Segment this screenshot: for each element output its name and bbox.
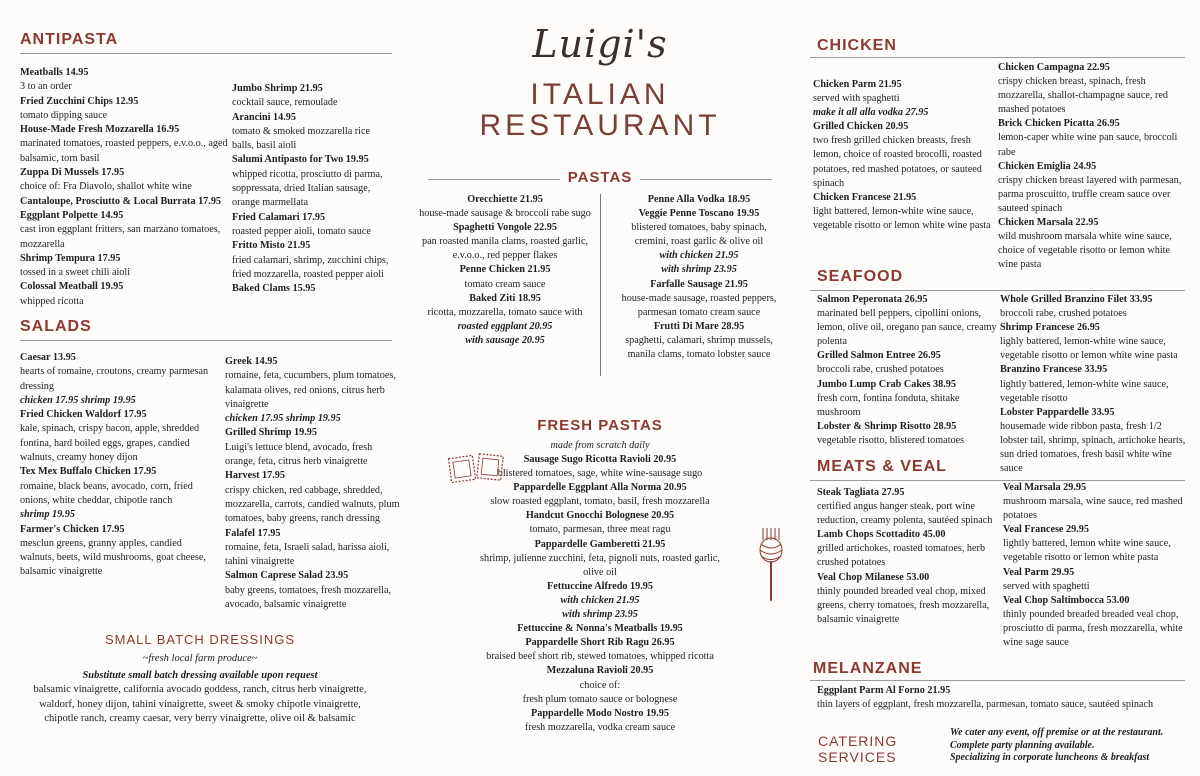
- menu-item: [20, 123, 230, 166]
- menu-item-desc: ricotta, mozzarella, tomato sauce with: [427, 306, 583, 318]
- menu-item-extra: shrimp 19.95: [20, 509, 75, 521]
- menu-item-desc: choice of:: [579, 679, 621, 691]
- menu-item-name: Pappardelle Modo Nostro 19.95: [531, 707, 669, 719]
- menu-item-name: Fettuccine & Nonna's Meatballs 19.95: [517, 623, 683, 635]
- menu-item-desc: wild mushroom marsala white wine sauce, choice of vegetable risotto or lemon white wine pasta: [998, 231, 1172, 271]
- menu-item-desc: whipped ricotta, prosciutto di parma, soppressata, dried Italian sausage, orange marmellata: [232, 168, 383, 209]
- seafood-column-1: [817, 293, 997, 448]
- pastas-column-right: [604, 193, 794, 362]
- menu-item: [20, 523, 215, 580]
- menu-item-name: Chicken Campagna 22.95: [998, 62, 1110, 73]
- pastas-divider: [600, 194, 601, 376]
- menu-item-name: Shrimp Francese 26.95: [1000, 322, 1100, 334]
- menu-item-desc: cremini, roast garlic & olive oil: [634, 236, 764, 248]
- menu-item-extra: roasted eggplant 20.95: [457, 320, 553, 332]
- menu-item-desc: tomato cream sauce: [464, 278, 546, 290]
- menu-item-desc: e.v.o.o., red pepper flakes: [452, 250, 558, 262]
- menu-item-desc: served with spaghetti: [1003, 580, 1090, 592]
- salads-rule: [20, 340, 392, 341]
- salads-column-2: [225, 355, 405, 612]
- menu-item-name: Grilled Shrimp 19.95: [225, 427, 317, 439]
- chicken-column-1: [813, 78, 993, 233]
- menu-item-extra: with shrimp 23.95: [562, 609, 638, 621]
- menu-item: [225, 569, 405, 612]
- seafood-column-2: [1000, 293, 1192, 476]
- menu-item-name: Brick Chicken Picatta 26.95: [998, 118, 1120, 130]
- menu-item-desc: cocktail sauce, remoulade: [232, 97, 338, 109]
- menu-item-extra: make it all alla vodka 27.95: [813, 107, 929, 119]
- dressings-subtitle: ~fresh local farm produce~: [142, 653, 258, 664]
- menu-item-desc: two fresh grilled chicken breasts, fresh lemon, choice of roasted brocolli, roasted potatoes, red mashed potatoes, or sauteed spinach: [813, 135, 982, 189]
- menu-item-name: Veal Chop Saltimbocca 53.00: [1003, 594, 1130, 606]
- menu-item-desc: housemade wide ribbon pasta, fresh 1/2 lobster tail, shrimp, spinach, artichoke hearts, sun dried tomatoes, fresh basil white wine sauce: [1000, 420, 1186, 475]
- menu-item-name: Lamb Chops Scottadito 45.00: [817, 529, 946, 541]
- dressings-line: balsamic vinaigrette, california avocado goddess, ranch, citrus herb vinaigrette,: [33, 684, 367, 695]
- menu-item-desc: romaine, feta, cucumbers, plum tomatoes, kalamata olives, red onions, citrus herb vinaigrette: [225, 370, 396, 410]
- menu-item-desc: marinated tomatoes, roasted peppers, e.v.o.o., aged balsamic, torn basil: [20, 138, 228, 164]
- menu-item-name: Baked Ziti 18.95: [469, 292, 541, 304]
- chicken-rule: [810, 57, 1185, 58]
- menu-item-desc: baby greens, tomatoes, fresh mozzarella, avocado, balsamic vinaigrette: [225, 584, 392, 611]
- menu-item-extra: with chicken 21.95: [560, 594, 640, 606]
- menu-item: [20, 280, 230, 309]
- menu-item-name: Veal Francese 29.95: [1003, 524, 1089, 536]
- menu-item-desc: tomato, parmesan, three meat ragu: [529, 524, 671, 536]
- menu-item: [232, 153, 392, 210]
- menu-item: [20, 195, 230, 209]
- menu-item-desc: grilled artichokes, roasted tomatoes, herb crushed potatoes: [817, 543, 986, 569]
- menu-item-name: Veal Marsala 29.95: [1003, 482, 1087, 493]
- menu-item-name: Zuppa Di Mussels 17.95: [20, 167, 125, 179]
- menu-item: [20, 351, 215, 408]
- catering-info: [950, 727, 1163, 765]
- menu-item-desc: tossed in a sweet chili aioli: [20, 267, 131, 279]
- menu-item-desc: romaine, black beans, avocado, corn, fried onions, white cheddar, chipotle ranch: [20, 480, 193, 506]
- menu-item-name: Spaghetti Vongole 22.95: [453, 222, 557, 234]
- menu-item-name: Greek 14.95: [225, 356, 278, 367]
- menu-item-desc: blistered tomatoes, baby spinach,: [631, 222, 767, 234]
- menu-item-desc: broccoli rabe, crushed potatoes: [1000, 308, 1127, 320]
- menu-item-desc: hearts of romaine, croutons, creamy parmesan dressing: [20, 366, 209, 392]
- menu-item-desc: cast iron eggplant fritters, san marzano tomatoes, mozzarella: [20, 224, 221, 250]
- menu-item-name: Grilled Chicken 20.95: [813, 121, 909, 133]
- menu-item: [232, 211, 392, 240]
- meats-title: MEATS & VEAL: [817, 458, 947, 475]
- dressings-title: SMALL BATCH DRESSINGS: [104, 632, 296, 647]
- menu-item-desc: parmesan tomato cream sauce: [637, 306, 761, 318]
- menu-item-desc: lemon-caper white wine pan sauce, broccoli rabe: [998, 132, 1178, 158]
- menu-item-name: Arancini 14.95: [232, 111, 296, 123]
- menu-item-name: Chicken Marsala 22.95: [998, 217, 1099, 229]
- menu-item-name: Fried Zucchini Chips 12.95: [20, 95, 139, 107]
- menu-item-desc: slow roasted eggplant, tomato, basil, fresh mozzarella: [490, 496, 710, 508]
- menu-item-name: Veal Parm 29.95: [1003, 566, 1075, 578]
- menu-item: [225, 469, 405, 526]
- pastas-column-left: [410, 193, 600, 348]
- menu-item-name: Chicken Francese 21.95: [813, 191, 917, 203]
- menu-item: [232, 82, 392, 111]
- dressings-list: [20, 683, 380, 727]
- menu-item-name: Caesar 13.95: [20, 352, 76, 363]
- menu-item-desc: certified angus hanger steak, port wine reduction, creamy polenta, sautéed spinach: [817, 501, 993, 527]
- menu-item-desc: house-made sausage & broccoli rabe sugo: [419, 208, 591, 220]
- menu-item-name: Cantaloupe, Prosciutto & Local Burrata 17.95: [20, 195, 222, 207]
- menu-item: [225, 527, 405, 570]
- menu-item-name: Lobster Pappardelle 33.95: [1000, 406, 1115, 418]
- menu-item-desc: 3 to an order: [20, 81, 72, 93]
- menu-item-name: Pappardelle Short Rib Ragu 26.95: [525, 637, 675, 649]
- dressings-line: waldorf, honey dijon, tahini vinaigrette, sweet & smoky chipotle vinaigrette,: [39, 698, 361, 710]
- menu-item-desc: olive oil: [583, 566, 617, 578]
- menu-item-name: House-Made Fresh Mozzarella 16.95: [20, 124, 180, 136]
- menu-item-desc: kale, spinach, crispy bacon, apple, shredded fontina, hard boiled eggs, grapes, candied walnuts, creamy honey dijon: [20, 423, 200, 464]
- menu-item-name: Pappardelle Eggplant Alla Norma 20.95: [513, 482, 687, 494]
- menu-item-name: Steak Tagliata 27.95: [817, 487, 905, 498]
- menu-item-desc: house-made sausage, roasted peppers,: [621, 292, 777, 304]
- menu-item-name: Shrimp Tempura 17.95: [20, 252, 121, 264]
- menu-item-extra: chicken 17.95 shrimp 19.95: [225, 413, 341, 425]
- menu-item-desc: crispy chicken, red cabbage, shredded, mozzarella, carrots, candied walnuts, plum tomatoes, baby greens, ranch dressing: [225, 484, 400, 525]
- menu-item-name: Fried Calamari 17.95: [232, 211, 326, 223]
- menu-item: [20, 465, 215, 522]
- menu-item-desc: mushroom marsala, wine sauce, red mashed potatoes: [1003, 496, 1183, 522]
- menu-item-desc: fresh corn, fontina fonduta, shitake mushroom: [817, 392, 960, 418]
- salads-column-1: [20, 351, 215, 580]
- menu-item-name: Fritto Misto 21.95: [232, 240, 311, 252]
- seafood-title: SEAFOOD: [817, 268, 904, 285]
- menu-item-extra: with shrimp 23.95: [661, 264, 737, 276]
- dressings-block: [20, 632, 380, 727]
- fresh-pastas-title: FRESH PASTAS: [537, 417, 663, 434]
- menu-item: [225, 426, 405, 469]
- menu-item: [225, 355, 405, 426]
- menu-item-desc: choice of: Fra Diavolo, shallot white wine: [20, 181, 192, 193]
- dressings-line: chipotle ranch, creamy caesar, very berry vinaigrette, olive oil & balsamic: [44, 713, 356, 724]
- menu-item-desc: lightly battered, lemon white wine sauce, vegetable risotto or lemon white pasta: [1003, 538, 1171, 564]
- fork-pasta-icon: [756, 526, 786, 607]
- menu-item-desc: manila clams, tomato lobster sauce: [627, 349, 771, 361]
- menu-item-desc: broccoli rabe, crushed potatoes: [817, 364, 944, 376]
- chicken-title: CHICKEN: [817, 37, 897, 54]
- menu-item-desc: served with spaghetti: [813, 93, 900, 105]
- menu-item-name: Jumbo Lump Crab Cakes 38.95: [817, 378, 956, 390]
- pastas-rule-left: [428, 179, 560, 180]
- menu-item-name: Salmon Caprese Salad 23.95: [225, 570, 349, 582]
- menu-item-name: Eggplant Polpette 14.95: [20, 209, 124, 221]
- melanzane-desc: thin layers of eggplant, fresh mozzarella, parmesan, tomato sauce, sautéed spinach: [817, 699, 1154, 711]
- menu-item-name: Chicken Emiglia 24.95: [998, 160, 1097, 172]
- menu-item-desc: spaghetti, calamari, shrimp mussels,: [625, 334, 773, 346]
- menu-item: [232, 111, 392, 154]
- menu-item-name: Frutti Di Mare 28.95: [653, 320, 745, 332]
- menu-item-desc: crispy chicken breast layered with parmesan, parma proscuitto, truffle cream sauce over sauteed spinach: [998, 174, 1182, 214]
- menu-item-desc: mesclun greens, granny apples, candied walnuts, beets, wild mushrooms, goat cheese, balsamic vinaigrette: [20, 537, 206, 578]
- chicken-column-2: [998, 61, 1183, 272]
- menu-item-name: Veal Chop Milanese 53.00: [817, 571, 930, 583]
- menu-item-desc: thinly pounded breaded breaded veal chop, prosciutto di parma, fresh mozzarella, white wine sage sauce: [1003, 608, 1183, 649]
- menu-item: [20, 95, 230, 124]
- menu-item-name: Handcut Gnocchi Bolognese 20.95: [525, 510, 675, 522]
- menu-item-desc: vegetable risotto, blistered tomatoes: [817, 434, 965, 446]
- catering-line: We cater any event, off premise or at the restaurant.: [950, 727, 1164, 738]
- menu-item-name: Colossal Meatball 19.95: [20, 281, 124, 293]
- menu-item-name: Fried Chicken Waldorf 17.95: [20, 409, 147, 421]
- menu-item-name: Salumi Antipasto for Two 19.95: [232, 154, 369, 166]
- menu-item-extra: with sausage 20.95: [465, 334, 545, 346]
- menu-item-name: Farfalle Sausage 21.95: [650, 278, 748, 290]
- pastas-title: PASTAS: [567, 169, 633, 186]
- fresh-pastas-list: [410, 453, 790, 735]
- menu-item-name: Baked Clams 15.95: [232, 283, 316, 295]
- menu-item-desc: marinated bell peppers, cipollini onions, lemon, olive oil, oregano pan sauce, creamy polenta: [817, 308, 997, 348]
- menu-item-name: Farmer's Chicken 17.95: [20, 523, 125, 535]
- menu-item-desc: thinly pounded breaded veal chop, mixed greens, cherry tomatoes, fresh mozzarella, balsamic vinaigrette: [817, 585, 990, 625]
- menu-item-name: Jumbo Shrimp 21.95: [232, 83, 323, 94]
- menu-item: [20, 408, 215, 465]
- menu-item-name: Chicken Parm 21.95: [813, 79, 902, 90]
- logo-line-1: ITALIAN: [530, 78, 670, 111]
- menu-item-desc: tomato & smoked mozzarella rice balls, basil aioli: [232, 125, 371, 152]
- menu-item: [20, 66, 230, 95]
- menu-item-name: Pappardelle Gamberetti 21.95: [534, 538, 666, 550]
- menu-item-name: Lobster & Shrimp Risotto 28.95: [817, 420, 957, 432]
- menu-item-name: Grilled Salmon Entree 26.95: [817, 350, 941, 362]
- seafood-rule: [810, 290, 1185, 291]
- menu-item-name: Mezzaluna Ravioli 20.95: [546, 665, 654, 677]
- menu-item-desc: fresh mozzarella, vodka cream sauce: [524, 721, 676, 733]
- menu-item-desc: romaine, feta, Israeli salad, harissa aioli, tahini vinaigrette: [225, 541, 390, 568]
- melanzane-title: MELANZANE: [813, 660, 923, 677]
- menu-item-name: Veggie Penne Toscano 19.95: [638, 208, 760, 220]
- melanzane-name: Eggplant Parm Al Forno 21.95: [817, 685, 951, 696]
- menu-item-desc: whipped ricotta: [20, 295, 84, 307]
- menu-item-name: Penne Chicken 21.95: [459, 264, 551, 276]
- dressings-note: Substitute small batch dressing available upon request: [82, 670, 318, 681]
- catering-line: Specializing in corporate luncheons & breakfast: [950, 752, 1150, 763]
- menu-item-desc: fried calamari, shrimp, zucchini chips, fried mozzarella, roasted pepper aioli: [232, 254, 389, 280]
- menu-item: [232, 282, 392, 296]
- menu-item-desc: lightly battered, lemon-white wine sauce, vegetable risotto: [1000, 378, 1169, 404]
- catering-title-line-2: SERVICES: [818, 749, 897, 765]
- fresh-pastas-subtitle: made from scratch daily: [550, 440, 650, 451]
- menu-item-desc: pan roasted manila clams, roasted garlic,: [421, 236, 589, 248]
- ravioli-icon: [447, 451, 507, 492]
- catering-title: [818, 733, 897, 765]
- logo-script: Luigi's: [532, 22, 668, 66]
- menu-item-name: Fettuccine Alfredo 19.95: [547, 580, 653, 592]
- menu-item-extra: with chicken 21.95: [659, 250, 739, 262]
- antipasta-column-2: [232, 82, 392, 296]
- antipasta-title: ANTIPASTA: [20, 31, 119, 48]
- menu-item-name: Penne Alla Vodka 18.95: [647, 194, 751, 205]
- menu-item-name: Tex Mex Buffalo Chicken 17.95: [20, 466, 157, 478]
- menu-item-desc: Luigi's lettuce blend, avocado, fresh orange, feta, citrus herb vinaigrette: [225, 441, 373, 468]
- pastas-rule-right: [640, 179, 772, 180]
- menu-item-name: Sausage Sugo Ricotta Ravioli 20.95: [523, 454, 677, 465]
- logo-line-2: RESTAURANT: [479, 109, 721, 142]
- menu-item-name: Orecchiette 21.95: [467, 194, 543, 205]
- menu-item-name: Whole Grilled Branzino Filet 33.95: [1000, 294, 1153, 305]
- menu-item: [20, 166, 230, 195]
- menu-item-desc: fresh plum tomato sauce or bolognese: [522, 693, 678, 705]
- menu-item-name: Salmon Peperonata 26.95: [817, 294, 928, 305]
- menu-item-name: Falafel 17.95: [225, 527, 281, 539]
- menu-item: [20, 209, 230, 252]
- menu-item: [232, 239, 392, 282]
- antipasta-column-1: [20, 66, 230, 309]
- menu-item-desc: shrimp, julienne zucchini, feta, pignoli nuts, roasted garlic,: [480, 552, 720, 564]
- catering-title-line-1: CATERING: [818, 733, 898, 749]
- menu-item-extra: chicken 17.95 shrimp 19.95: [20, 394, 136, 406]
- menu-item-desc: tomato dipping sauce: [20, 109, 108, 121]
- salads-title: SALADS: [20, 318, 92, 335]
- meats-column-2: [1003, 481, 1188, 650]
- melanzane-rule: [810, 680, 1185, 681]
- menu-item-desc: braised beef short rib, stewed tomatoes, whipped ricotta: [486, 651, 714, 663]
- melanzane-item: [817, 684, 1187, 712]
- menu-item-name: Branzino Francese 33.95: [1000, 364, 1108, 376]
- menu-item-desc: roasted pepper aioli, tomato sauce: [232, 225, 371, 237]
- antipasta-rule: [20, 53, 392, 54]
- menu-item-desc: lighly battered, lemon-white wine sauce, vegetable risotto or lemon white wine pasta: [1000, 336, 1178, 362]
- meats-column-1: [817, 486, 995, 627]
- menu-item-name: Meatballs 14.95: [20, 67, 89, 78]
- menu-item-desc: blistered tomatoes, sage, white wine-sausage sugo: [497, 468, 703, 480]
- menu-item: [20, 252, 230, 281]
- menu-item-desc: light battered, lemon-white wine sauce, vegetable risotto or lemon white wine pasta: [813, 205, 991, 231]
- menu-item-desc: crispy chicken breast, spinach, fresh mozzarella, shallot-champagne sauce, red mashed potatoes: [998, 76, 1168, 116]
- menu-item-name: Harvest 17.95: [225, 470, 285, 482]
- catering-line: Complete party planning available.: [950, 739, 1095, 751]
